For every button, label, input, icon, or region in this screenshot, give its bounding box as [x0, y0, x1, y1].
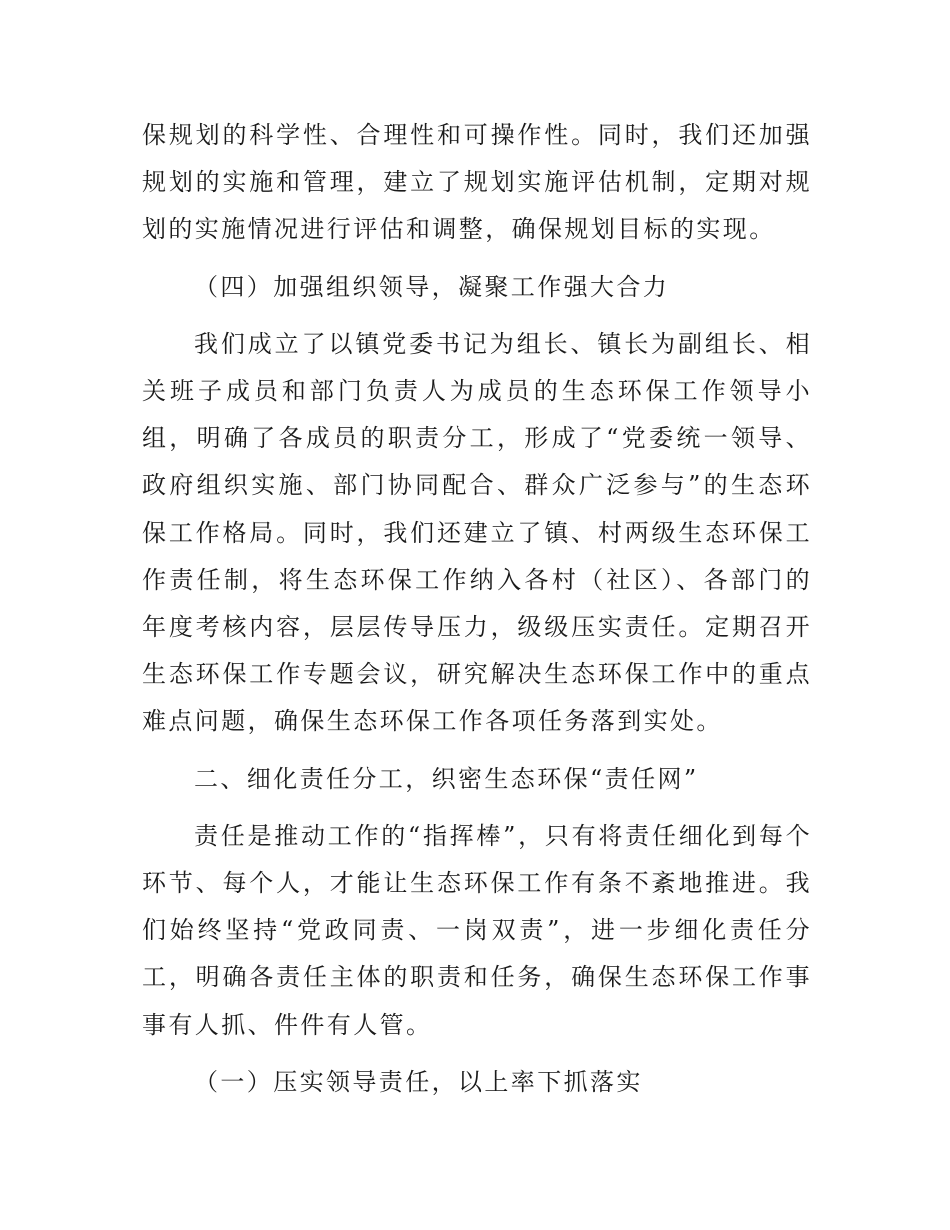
body-paragraph: 责任是推动工作的“指挥棒”，只有将责任细化到每个环节、每个人，才能让生态环保工作有条不紊地推进。我们始终坚持“党政同责、一岗双责”，进一步细化责任分工，明确各责任主体的职责和任务，确保生态环保工作事事有人抓、件件有人管。: [142, 821, 812, 1039]
document-body: [142, 112, 812, 1106]
body-paragraph-continuation: 保规划的科学性、合理性和可操作性。同时，我们还加强规划的实施和管理，建立了规划实施评估机制，定期对规划的实施情况进行评估和调整，确保规划目标的实现。: [142, 121, 812, 244]
body-paragraph: 我们成立了以镇党委书记为组长、镇长为副组长、相关班子成员和部门负责人为成员的生态环保工作领导小组，明确了各成员的职责分工，形成了“党委统一领导、政府组织实施、部门协同配合、群众广泛参与”的生态环保工作格局。同时，我们还建立了镇、村两级生态环保工作责任制，将生态环保工作纳入各村（社区）、各部门的年度考核内容，层层传导压力，级级压实责任。定期召开生态环保工作专题会议，研究解决生态环保工作中的重点难点问题，确保生态环保工作各项任务落到实处。: [142, 329, 812, 736]
section-heading-4: （四）加强组织领导，凝聚工作强大合力: [194, 272, 670, 301]
chapter-heading-2: 二、细化责任分工，织密生态环保“责任网”: [194, 764, 699, 793]
section-heading-1: （一）压实领导责任，以上率下抓落实: [194, 1067, 643, 1096]
